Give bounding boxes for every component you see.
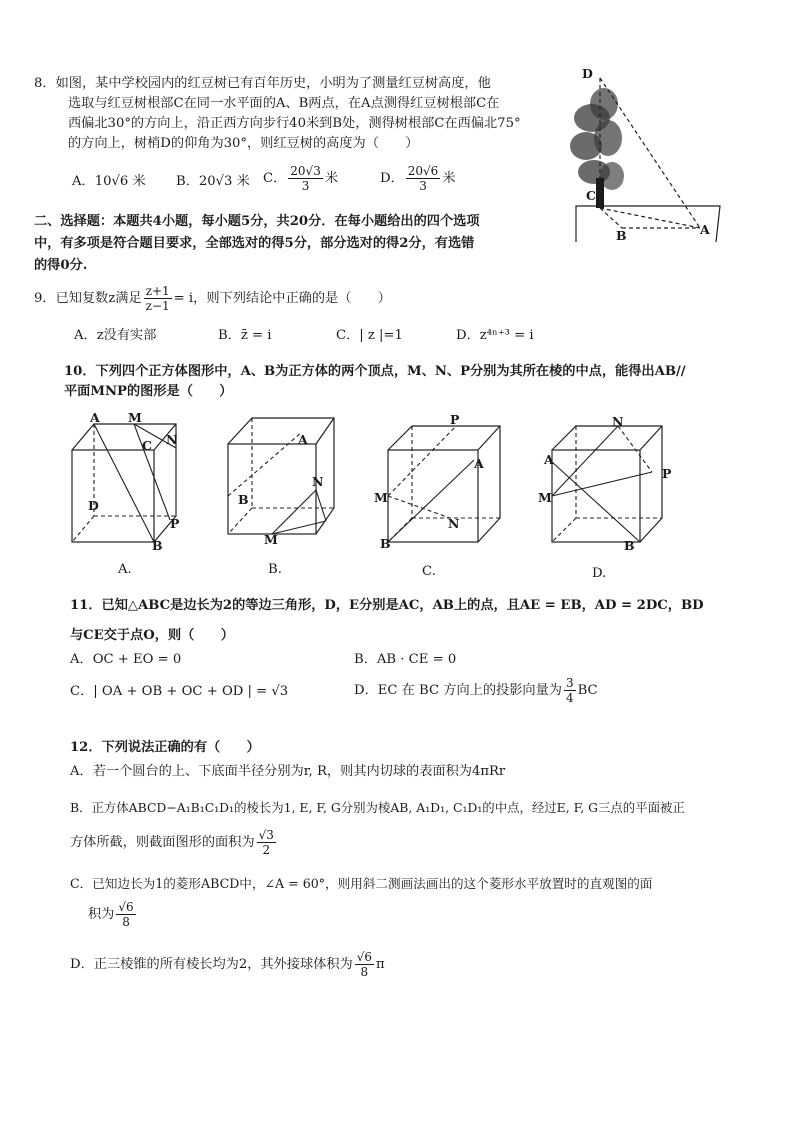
q8-option-d-unit: 米 [442, 171, 456, 186]
q8-label-c: C [586, 188, 596, 203]
cube-b-label-b: B [238, 492, 249, 507]
q12-line1: 12．下列说法正确的有（ ） [70, 740, 260, 755]
q8-option-c [263, 164, 338, 193]
cube-b-label-n: N [312, 474, 324, 489]
q8-option-d-denominator: 3 [419, 179, 427, 193]
cube-d-label-p: P [662, 466, 672, 481]
q9-option-d: D．z⁴ⁿ⁺³ = i [456, 328, 534, 343]
cube-c-label-a: A [474, 456, 484, 471]
q9-option-a: A．z没有实部 [74, 328, 157, 343]
q8-label-b: B [616, 228, 627, 243]
q10-line1: 10．下列四个正方体图形中，A、B为正方体的两个顶点，M、N、P分别为其所在棱的中点，能得出AB// [64, 364, 686, 379]
q8-option-c-label: C． [263, 171, 287, 186]
cube-b-label-a: A [298, 432, 308, 447]
cube-d-label-m: M [538, 490, 552, 505]
q12-option-a: A．若一个圆台的上、下底面半径分别为r, R，则其内切球的表面积为4πRr [70, 764, 506, 779]
q11-option-d-vector: BC [577, 683, 598, 698]
cube-c-label-p: P [450, 412, 460, 427]
q8-option-d-fraction [406, 164, 441, 193]
q12-option-d-numerator: √6 [356, 950, 372, 964]
q8-line1: 8．如图，某中学校园内的红豆树已有百年历史，小明为了测量红豆树高度，他 [34, 76, 491, 91]
q8-line4: 的方向上，树梢D的仰角为30°，则红豆树的高度为（ ） [68, 136, 419, 151]
tree-icon [570, 88, 624, 208]
section2-line3: 的得0分. [34, 258, 88, 273]
cube-c-label-m: M [374, 490, 388, 505]
q8-option-d-label: D． [380, 171, 404, 186]
q8-option-b: B．20√3 米 [176, 174, 250, 189]
q9-fraction-numerator: z+1 [145, 284, 170, 298]
q11-option-d [354, 676, 598, 705]
q11-line2: 与CE交于点O，则（ ） [70, 628, 234, 643]
cube-b-label-m: M [264, 532, 278, 547]
cube-a-label-c: C [142, 438, 152, 453]
q12-option-c-text: 积为 [88, 907, 115, 922]
cube-a-label-p: P [170, 516, 180, 531]
q8-line2: 选取与红豆树根部C在同一水平面的A、B两点，在A点测得红豆树根部C在 [68, 96, 500, 111]
cube-c-label-b: B [380, 536, 391, 551]
q11-line1: 11．已知△ABC是边长为2的等边三角形，D，E分别是AC，AB上的点，且AE = EB，AD = 2DC，BD [70, 598, 704, 613]
q12-option-d-denominator: 8 [360, 965, 369, 979]
q9-stem-prefix: 9．已知复数z满足 [34, 291, 142, 306]
cube-figure-b [222, 408, 342, 558]
q12-option-d-fraction [355, 950, 374, 979]
q11-option-d-denominator: 4 [565, 691, 574, 705]
q9-stem-suffix: = i，则下列结论中正确的是（ ） [173, 291, 391, 306]
q12-option-c-line1: C．已知边长为1的菱形ABCD中，∠A = 60°，则用斜二测画法画出的这个菱形水平放置时的直观图的面 [70, 876, 653, 891]
q12-option-b-line2 [70, 828, 278, 857]
cube-caption-c: C. [422, 564, 436, 579]
q12-option-d-pi: π [376, 957, 385, 972]
cube-c-label-n: N [448, 516, 460, 531]
section2-line2: 中，有多项是符合题目要求，全部选对的得5分，部分选对的得2分，有选错 [34, 236, 475, 251]
q12-option-c-denominator: 8 [122, 915, 130, 929]
q11-option-d-text: D．EC 在 BC 方向上的投影向量为 [354, 683, 562, 698]
section2-line1: 二、选择题：本题共4小题，每小题5分，共20分．在每小题给出的四个选项 [34, 214, 480, 229]
q12-option-b-fraction [257, 828, 276, 857]
q12-option-b-line1: B．正方体ABCD−A₁B₁C₁D₁的棱长为1, E, F, G分别为棱AB, A₁D₁, C₁D₁的中点，经过E, F, G三点的平面被正 [70, 800, 685, 815]
ground-plane-outline [576, 206, 720, 242]
q8-option-d-numerator: 20√6 [407, 164, 439, 178]
q10-line2: 平面MNP的图形是（ ） [64, 384, 233, 399]
cube-d-label-n: N [612, 414, 624, 429]
cube-figure-d [548, 412, 672, 558]
q9-option-b: B．z̄ = i [218, 328, 272, 343]
cube-a-label-b: B [152, 538, 163, 553]
q12-option-c-fraction [116, 900, 135, 929]
q8-option-a: A．10√6 米 [72, 174, 146, 189]
q9-stem [34, 284, 391, 313]
q8-option-c-numerator: 20√3 [290, 164, 321, 178]
cube-d-label-a: A [544, 452, 554, 467]
q8-tree-figure [560, 66, 730, 244]
q8-line3: 西偏北30°的方向上，沿正西方向步行40米到B处，测得树根部C在西偏北75° [68, 116, 521, 131]
cube-a-label-n: N [166, 432, 178, 447]
cube-caption-d: D. [592, 566, 607, 581]
q12-option-b-denominator: 2 [262, 843, 271, 857]
q9-option-c: C．| z |=1 [336, 328, 403, 343]
q9-fraction-denominator: z−1 [145, 299, 170, 313]
q8-label-a: A [700, 222, 710, 237]
q8-option-c-unit: 米 [324, 171, 339, 186]
q12-option-b-numerator: √3 [258, 828, 274, 842]
cube-caption-b: B. [268, 562, 282, 577]
q11-option-c: C．| OA + OB + OC + OD | = √3 [70, 684, 289, 699]
q12-option-d-text: D．正三棱锥的所有棱长均为2，其外接球体积为 [70, 957, 353, 972]
q12-option-c-numerator: √6 [118, 900, 134, 914]
q9-fraction [144, 284, 172, 313]
cube-a-label-m: M [128, 410, 142, 425]
cube-caption-a: A. [118, 562, 132, 577]
q8-label-d: D [582, 66, 593, 81]
cube-figure-a [66, 408, 186, 558]
q12-option-c-line2 [88, 900, 138, 929]
cube-a-label-a: A [90, 410, 100, 425]
q11-option-b: B．AB · CE = 0 [354, 652, 457, 667]
q11-option-d-numerator: 3 [565, 676, 574, 690]
q8-option-c-fraction [288, 164, 323, 193]
cube-a-label-d: D [88, 498, 99, 513]
cube-d-label-b: B [624, 538, 635, 553]
q11-option-a: A．OC + EO = 0 [70, 652, 182, 667]
q8-option-d [380, 164, 456, 193]
q8-option-c-denominator: 3 [301, 179, 310, 193]
q12-option-b-text: 方体所截，则截面图形的面积为 [70, 835, 255, 850]
q11-option-d-fraction [564, 676, 576, 705]
cube-figure-c [384, 412, 508, 558]
q12-option-d [70, 950, 385, 979]
